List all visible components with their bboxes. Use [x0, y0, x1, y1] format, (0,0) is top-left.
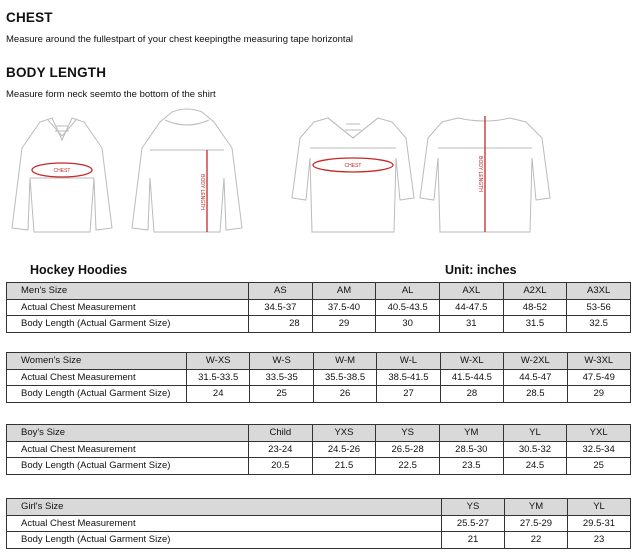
size-header: YM: [505, 499, 568, 516]
body-length-description: Measure form neck seemto the bottom of the shirt: [6, 89, 216, 100]
row-label: Body Length (Actual Garment Size): [7, 458, 249, 475]
table-cell: 40.5-43.5: [376, 299, 440, 316]
table-cell: 25: [567, 458, 631, 475]
size-header: YS: [376, 425, 440, 442]
table-cell: 28.5-30: [439, 441, 503, 458]
size-header: W-M: [313, 353, 376, 370]
table-cell: 23: [568, 532, 631, 549]
hoodie-back-figure: [132, 109, 242, 232]
table-cell: 33.5-35: [250, 369, 313, 386]
row-label: Actual Chest Measurement: [7, 369, 187, 386]
table-row: [7, 299, 631, 316]
table-row: [7, 425, 631, 442]
size-header: AXL: [439, 283, 503, 300]
jersey-length-label: BODY LENGTH: [477, 156, 483, 192]
table-cell: 26.5-28: [376, 441, 440, 458]
size-header: YS: [442, 499, 505, 516]
table-cell: 25: [250, 386, 313, 403]
table-cell: 23-24: [249, 441, 313, 458]
table-cell: 24.5: [503, 458, 567, 475]
table-cell: 32.5-34: [567, 441, 631, 458]
table-row: [7, 316, 631, 333]
mens-size-table: [6, 282, 631, 333]
table-cell: 25.5-27: [442, 515, 505, 532]
girls-size-table: [6, 498, 631, 549]
table-cell: 41.5-44.5: [440, 369, 503, 386]
size-header: A3XL: [567, 283, 631, 300]
chest-heading: CHEST: [6, 10, 53, 25]
table-cell: 38.5-41.5: [377, 369, 440, 386]
hoodie-chest-label: CHEST: [53, 168, 71, 174]
table-row: [7, 515, 631, 532]
row-label: Actual Chest Measurement: [7, 299, 249, 316]
table-row: [7, 499, 631, 516]
size-header: AS: [249, 283, 313, 300]
table-cell: 53-56: [567, 299, 631, 316]
table-cell: 30: [376, 316, 440, 333]
hoodie-front-figure: [12, 118, 112, 232]
boys-size-table: [6, 424, 631, 475]
table-cell: 29: [567, 386, 630, 403]
size-header: W-3XL: [567, 353, 630, 370]
table-cell: 21.5: [312, 458, 376, 475]
table-cell: 37.5-40: [312, 299, 376, 316]
table-cell: 31: [439, 316, 503, 333]
row-label: Boy's Size: [7, 425, 249, 442]
jersey-chest-label: CHEST: [344, 163, 362, 169]
table-row: [7, 458, 631, 475]
table-cell: 29: [312, 316, 376, 333]
table-cell: 28.5: [504, 386, 567, 403]
row-label: Actual Chest Measurement: [7, 515, 442, 532]
table-cell: 48-52: [503, 299, 567, 316]
table-cell: 27: [377, 386, 440, 403]
table-cell: 24.5-26: [312, 441, 376, 458]
table-cell: 30.5-32: [503, 441, 567, 458]
table-row: [7, 283, 631, 300]
table-cell: 44.5-47: [504, 369, 567, 386]
size-header: W-XS: [187, 353, 250, 370]
table-cell: 20.5: [249, 458, 313, 475]
table-cell: 27.5-29: [505, 515, 568, 532]
body-length-heading: BODY LENGTH: [6, 65, 107, 80]
size-header: W-2XL: [504, 353, 567, 370]
table-cell: 32.5: [567, 316, 631, 333]
size-header: W-S: [250, 353, 313, 370]
womens-size-table: [6, 352, 631, 403]
chest-description: Measure around the fullestpart of your chest keepingthe measuring tape horizontal: [6, 34, 353, 45]
table-row: [7, 369, 631, 386]
size-header: AL: [376, 283, 440, 300]
table-title: Hockey Hoodies: [30, 263, 128, 277]
table-row: [7, 532, 631, 549]
row-label: Actual Chest Measurement: [7, 441, 249, 458]
table-cell: 31.5-33.5: [187, 369, 250, 386]
size-header: YM: [439, 425, 503, 442]
table-cell: 47.5-49: [567, 369, 630, 386]
table-cell: 28: [440, 386, 503, 403]
size-header: A2XL: [503, 283, 567, 300]
table-cell: 34.5-37: [249, 299, 313, 316]
size-header: Child: [249, 425, 313, 442]
size-header: AM: [312, 283, 376, 300]
table-cell: 26: [313, 386, 376, 403]
size-header: W-L: [377, 353, 440, 370]
jersey-front-figure: [292, 118, 414, 232]
size-header: YXL: [567, 425, 631, 442]
size-header: YL: [503, 425, 567, 442]
row-label: Body Length (Actual Garment Size): [7, 316, 249, 333]
table-cell: 21: [442, 532, 505, 549]
row-label: Girl's Size: [7, 499, 442, 516]
size-header: YXS: [312, 425, 376, 442]
row-label: Women's Size: [7, 353, 187, 370]
table-cell: 44-47.5: [439, 299, 503, 316]
table-cell: 24: [187, 386, 250, 403]
table-cell: 23.5: [439, 458, 503, 475]
unit-label: Unit: inches: [445, 263, 517, 277]
table-row: [7, 386, 631, 403]
table-row: [7, 441, 631, 458]
table-cell: 28: [249, 316, 313, 333]
size-header: YL: [568, 499, 631, 516]
table-cell: 29.5-31: [568, 515, 631, 532]
row-label: Men's Size: [7, 283, 249, 300]
table-cell: 22: [505, 532, 568, 549]
measurement-illustrations: [0, 108, 635, 238]
size-header: W-XL: [440, 353, 503, 370]
table-cell: 35.5-38.5: [313, 369, 376, 386]
hoodie-length-label: BODY LENGTH: [199, 174, 205, 210]
table-cell: 31.5: [503, 316, 567, 333]
table-cell: 22.5: [376, 458, 440, 475]
row-label: Body Length (Actual Garment Size): [7, 386, 187, 403]
row-label: Body Length (Actual Garment Size): [7, 532, 442, 549]
table-row: [7, 353, 631, 370]
